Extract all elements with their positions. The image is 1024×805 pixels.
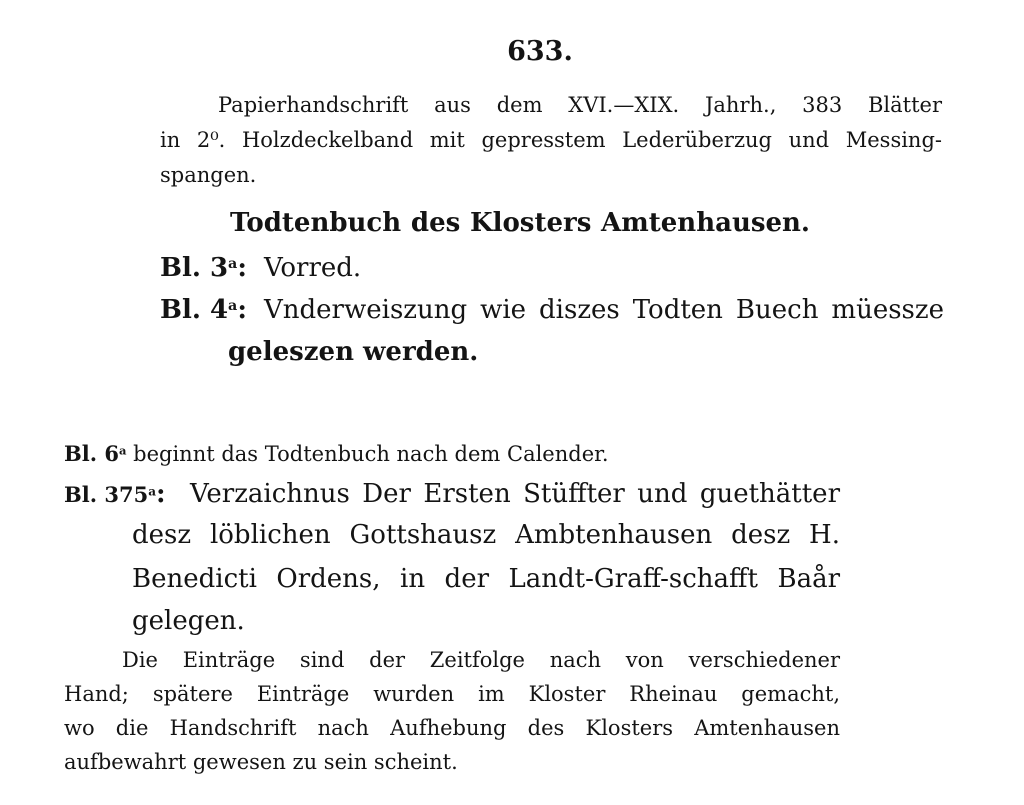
calendar-note-text: beginnt das Todtenbuch nach dem Calender.	[133, 442, 609, 466]
folio-ref-colon: :	[155, 479, 166, 509]
folio-ref-colon: :	[237, 295, 247, 325]
calendar-note	[64, 443, 609, 465]
folio-entry-1	[160, 255, 247, 281]
page-number: 633.	[507, 36, 573, 67]
description-line-3: spangen.	[160, 163, 257, 187]
folio-entry-1-text: Vorred.	[264, 253, 362, 283]
register-entry-line-3: Benedicti Ordens, in der Landt-Graff-schafft Baår	[132, 564, 840, 594]
folio-ref: Bl. 6	[64, 441, 119, 466]
description-line-1: Papierhandschrift aus dem XVI.—XIX. Jahrh., 383 Blätter	[218, 93, 942, 117]
folio-ref: Bl. 3	[160, 253, 229, 283]
folio-ref: Bl. 4	[160, 295, 229, 325]
folio-ref: Bl. 375	[64, 482, 149, 507]
folio-ref-superscript: a	[228, 298, 238, 315]
closing-note-line-1: Die Einträge sind der Zeitfolge nach von verschiedener	[122, 648, 840, 672]
folio-ref-colon: :	[237, 253, 247, 283]
folio-entry-2-line-2: geleszen werden.	[228, 337, 479, 367]
closing-note-line-3: wo die Handschrift nach Aufhebung des Klosters Amtenhausen	[64, 716, 840, 740]
folio-ref-superscript: a	[118, 443, 127, 458]
description-line-2: in 2⁰. Holzdeckelband mit gepresstem Lederüberzug und Messing-	[160, 128, 942, 152]
closing-note-line-4: aufbewahrt gewesen zu sein scheint.	[64, 750, 458, 774]
folio-entry-2-line-1: Vnderweiszung wie diszes Todten Buech müessze	[264, 295, 944, 325]
register-entry-line-4: gelegen.	[132, 606, 245, 636]
folio-ref-superscript: a	[228, 256, 238, 273]
register-entry-ref	[64, 481, 166, 507]
manuscript-title: Todtenbuch des Klosters Amtenhausen.	[230, 208, 810, 238]
closing-note-line-2: Hand; spätere Einträge wurden im Kloster Rheinau gemacht,	[64, 682, 840, 706]
folio-ref-superscript: a	[148, 484, 156, 499]
register-entry-line-1: Verzaichnus Der Ersten Stüffter und guethätter	[190, 479, 840, 509]
folio-entry-2	[160, 297, 247, 323]
register-entry-line-2: desz löblichen Gottshausz Ambtenhausen desz H.	[132, 520, 840, 550]
